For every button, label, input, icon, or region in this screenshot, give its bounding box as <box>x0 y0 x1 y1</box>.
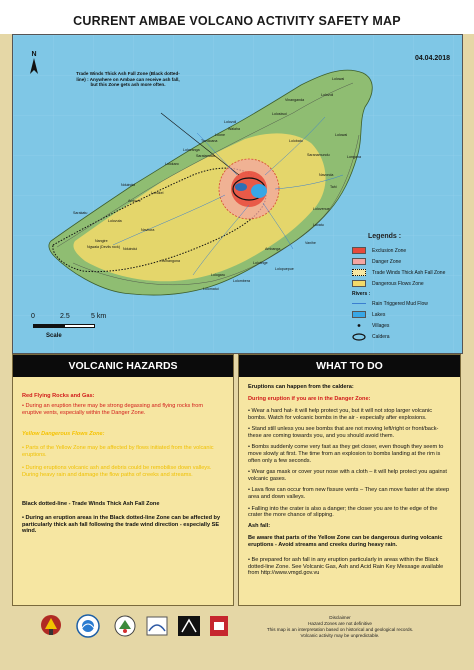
legend-item-villages <box>352 321 389 330</box>
lake-manaro-lakua <box>235 183 247 191</box>
legend-item-mudflow <box>352 299 428 308</box>
scale-tick-1: 2.5 <box>60 313 70 320</box>
village-label: Lologaru <box>211 273 225 277</box>
village-label: Walaha <box>228 127 241 131</box>
legend-item-flows <box>352 279 424 288</box>
village-label: Ambanga <box>265 247 281 251</box>
swatch-exclusion <box>352 247 366 254</box>
hazards-body <box>13 377 233 605</box>
lake-manaro-voui <box>251 184 267 198</box>
legend-label: Rain Triggered Mud Flow <box>372 300 428 307</box>
swatch-lakes <box>352 311 366 318</box>
title-band <box>0 0 474 34</box>
village-label: Lolomatui <box>203 287 219 291</box>
village-label: Saranamundu <box>307 153 330 157</box>
legend-item-ashfall <box>352 268 445 277</box>
village-label: Lolokaro <box>165 162 179 166</box>
ndmo-logo <box>114 615 136 637</box>
flows-body-2: • During eruptions volcanic ash and debris could be remobilise down valleys. During heavy rain and damage the flow paths of creeks and streams. <box>22 465 212 478</box>
village-label: Tahi <box>330 185 337 189</box>
caldera-outline-icon <box>352 333 366 341</box>
ashfall-body: • During an eruption areas in the Black dotted-line Zone can be affected by particularly thick ash fall following the trade wind direction - especially SE wind. <box>22 515 221 535</box>
todo-body <box>239 377 460 605</box>
danger-list <box>248 403 451 519</box>
legend-label: Trade Winds Thick Ash Fall Zone <box>372 269 446 276</box>
legend-item-caldera <box>352 332 390 341</box>
ashfall-title: Black dotted-line - Trade Winds Thick Ash Fall Zone <box>22 501 160 507</box>
flows-title: Yellow Dangerous Flows Zone: <box>22 431 105 437</box>
village-label: Lolowai <box>335 133 348 137</box>
village-label: Lolotinge <box>253 261 268 265</box>
legend-label: Danger Zone <box>372 258 402 265</box>
scale-segment-2 <box>64 324 95 328</box>
legend-label: Dangerous Flows Zone <box>372 280 424 287</box>
disclaimer <box>250 615 430 639</box>
village-label: Lolobatu <box>289 139 303 143</box>
north-arrow-icon <box>29 58 39 74</box>
legend-title: Legends : <box>368 233 402 240</box>
danger-item: • Stand still unless you see bombs that are not moving left/right or front/back- these are coming towards you, and you should avoid them. <box>248 426 439 439</box>
village-label: Ambore <box>128 199 141 203</box>
village-label: Lovukel <box>151 191 164 195</box>
village-label: Longana <box>347 155 361 159</box>
village-label: Lolovoli <box>321 93 334 97</box>
village-label: Vinanganda <box>285 98 305 102</box>
disclaimer-line: This map is an interpretation based on historical and geological records. <box>266 627 414 632</box>
village-label: Nduindui <box>123 247 138 251</box>
swatch-flows <box>352 280 366 287</box>
village-label: Lolovuta <box>108 219 122 223</box>
village-label: Navitora <box>141 228 155 232</box>
north-arrow <box>29 51 39 76</box>
ash-zone-annotation: Trade Winds Thick Ash Fall Zone (Black dotted-line) : Anywhere on Ambae can receive ash fall, but this Zone gets ash more often. <box>76 71 180 87</box>
hazards-panel <box>12 354 234 606</box>
disclaimer-line: Hazard Zones are not definitive <box>308 621 372 626</box>
rock-gas-title: Red Flying Rocks and Gas: <box>22 393 95 399</box>
legend-label: Villages <box>372 322 390 329</box>
village-label: Tavoloana <box>201 139 218 143</box>
mudflow-line-icon <box>352 300 366 307</box>
village-label: Navonda <box>319 173 334 177</box>
village-label: Lolopuepue <box>275 267 294 271</box>
legend-item-danger <box>352 257 401 266</box>
danger-title: During eruption if you are in the Danger Zone: <box>248 396 371 402</box>
village-label: Lolombera <box>233 279 250 283</box>
map-date: 04.04.2018 <box>414 55 450 62</box>
swatch-ashfall <box>352 269 366 276</box>
legend-label: Lakes <box>372 311 386 318</box>
flows-body-1: • Parts of the Yellow Zone may be affected by flows initiated from the volcanic eruptions. <box>22 445 214 458</box>
scale-segment-1 <box>33 324 64 328</box>
village-label: Lolosiwoi <box>272 112 287 116</box>
danger-item: • Wear gas mask or cover your nose with a cloth – it will help protect you against volcanic gases. <box>248 469 447 482</box>
legend <box>348 233 458 345</box>
danger-item: • Lava flow can occur from new fissure vents – They can move faster at the steep area and down valleys. <box>248 487 450 500</box>
scale-label: Scale <box>46 333 62 339</box>
village-label: Lovatu <box>313 223 324 227</box>
legend-item-exclusion <box>352 246 406 255</box>
todo-panel <box>238 354 461 606</box>
scale-tick-0: 0 <box>31 313 35 320</box>
vanuatu-emblem-logo <box>40 612 62 638</box>
village-label: Sarakatu <box>73 211 88 215</box>
legend-label: Exclusion Zone <box>372 247 407 254</box>
village-label: Vanihe <box>305 241 316 245</box>
village-label: Lolovanga <box>183 148 200 152</box>
hazards-heading: VOLCANIC HAZARDS <box>13 355 233 377</box>
danger-item: • Falling into the crater is also a danger; the closer you are to the edge of the crater the more chance of slipping. <box>248 505 438 519</box>
partner-logo <box>146 616 168 636</box>
disclaimer-line: Disclaimer <box>329 615 351 620</box>
scale-bar <box>31 313 121 343</box>
ash-prepare: • Be prepared for ash fall in any eruption particularly in areas within the Black dotted-line Zone. See Volcanic Gas, Ash and Acid Rain Key Message available from http://www.vmgd.gov.vu <box>248 557 444 577</box>
ash-warning: Be aware that parts of the Yellow Zone can be dangerous during volcanic eruptions - Avoid streams and creeks during heavy rain. <box>248 535 443 548</box>
danger-item: • Wear a hard hat- it will help protect you, but it will not stop larger volcanic bombs. Watch for volcanic bombs in the air - especially after explosions. <box>248 408 433 421</box>
todo-heading: WHAT TO DO <box>239 355 460 377</box>
swatch-danger <box>352 258 366 265</box>
village-label: Lolovenue <box>313 207 330 211</box>
village-label: Nangire <box>95 239 108 243</box>
ash-title: Ash fall: <box>248 523 271 529</box>
village-dot-icon <box>352 322 366 329</box>
nz-aid-logo <box>178 616 200 636</box>
caldera-title: Eruptions can happen from the caldera: <box>248 384 354 390</box>
page-title: CURRENT AMBAE VOLCANO ACTIVITY SAFETY MAP <box>73 14 401 28</box>
disclaimer-line: Volcanic activity may be unpredictable. <box>300 633 380 638</box>
scale-tick-2: 5 km <box>91 313 107 320</box>
legend-label: Caldera <box>372 333 390 340</box>
map[interactable] <box>12 34 463 354</box>
rivers-title: Rivers : <box>352 291 371 297</box>
danger-item: • Bombs suddenly come very fast as they get closer, even though they seem to move slowly at first. The time from an explosion to bombs landing at the rim is often only a few seconds. <box>248 444 444 464</box>
village-label: Lolovoli <box>224 120 237 124</box>
village-label: Lolowai <box>332 77 345 81</box>
north-label: N <box>31 51 37 58</box>
legend-item-lakes <box>352 310 385 319</box>
gns-logo <box>210 616 228 636</box>
village-label: Loone <box>215 133 225 137</box>
vmgd-logo <box>76 614 100 638</box>
village-label: Nduindui <box>121 183 136 187</box>
village-label: Ngwala (Devils rock) <box>87 245 120 249</box>
village-label: Saratamata <box>196 154 215 158</box>
rock-gas-body: • During an eruption there may be strong degassing and flying rocks from eruptive vents, especially within the Danger Zone. <box>22 403 204 416</box>
village-label: Vuinangona <box>161 259 181 263</box>
